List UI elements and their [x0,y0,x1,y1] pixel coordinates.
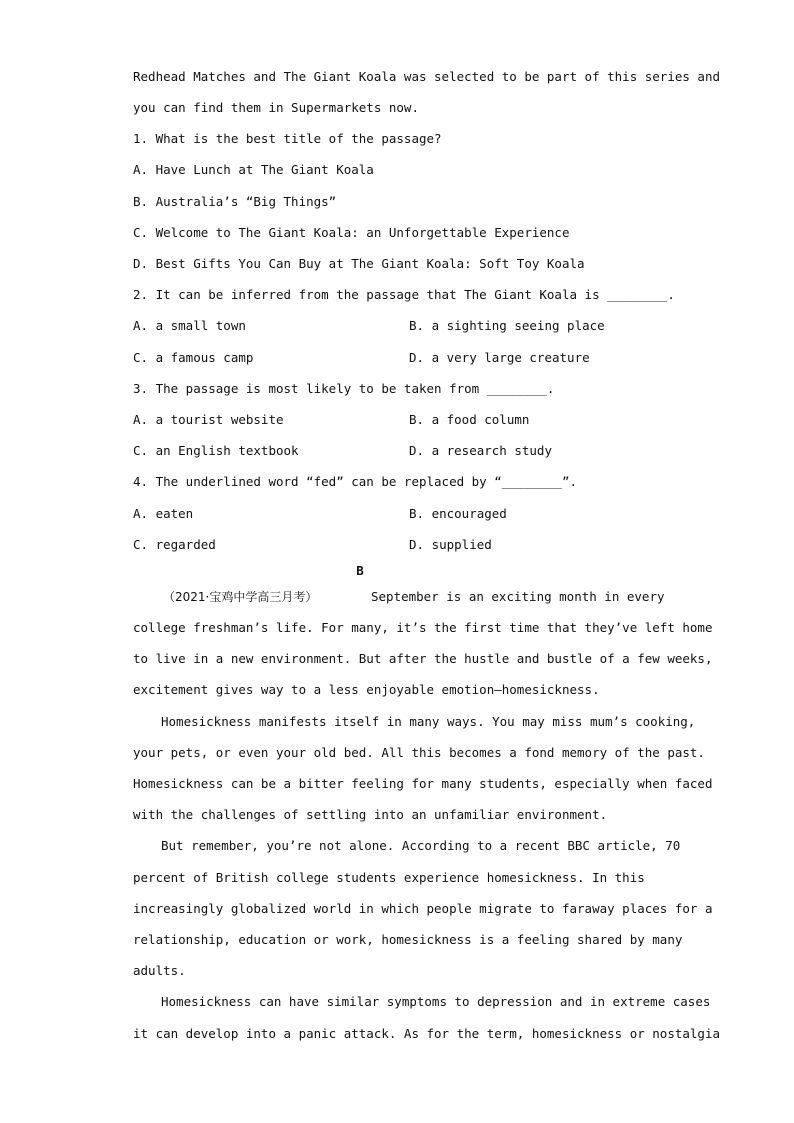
question-3-option-c: C. an English textbook [133,443,299,458]
question-2-option-d: D. a very large creature [409,350,590,365]
question-1-option-a: A. Have Lunch at The Giant Koala [133,162,374,177]
question-3-option-d: D. a research study [409,443,552,458]
question-2-option-c: C. a famous camp [133,350,254,365]
question-1-option-d: D. Best Gifts You Can Buy at The Giant Koala: Soft Toy Koala [133,256,585,271]
question-4-option-a: A. eaten [133,506,194,521]
question-4-option-c: C. regarded [133,537,216,552]
question-4-option-d: D. supplied [409,537,492,552]
passage-text-line: relationship, education or work, homesickness is a feeling shared by many [133,932,683,947]
source-note: （2021·宝鸡中学高三月考） [163,590,318,604]
passage-text-line: to live in a new environment. But after the hustle and bustle of a few weeks, [133,651,713,666]
question-1-option-c: C. Welcome to The Giant Koala: an Unforgettable Experience [133,225,570,240]
question-2-option-b: B. a sighting seeing place [409,318,605,333]
question-3-stem: 3. The passage is most likely to be taken from ________. [133,381,555,396]
passage-text-line: Homesickness can be a bitter feeling for many students, especially when faced [133,776,713,791]
question-3-option-b: B. a food column [409,412,530,427]
passage-text-line: Redhead Matches and The Giant Koala was selected to be part of this series and [133,69,720,84]
passage-text-line: But remember, you’re not alone. According to a recent BBC article, 70 [161,838,681,853]
question-4-option-b: B. encouraged [409,506,507,521]
question-2-stem: 2. It can be inferred from the passage that The Giant Koala is ________. [133,287,675,302]
section-heading: B [356,563,364,578]
passage-text-line: excitement gives way to a less enjoyable emotion—homesickness. [133,682,600,697]
passage-text-line: Homesickness manifests itself in many ways. You may miss mum’s cooking, [161,714,696,729]
question-2-option-a: A. a small town [133,318,246,333]
question-1-stem: 1. What is the best title of the passage? [133,131,442,146]
passage-text-line: Homesickness can have similar symptoms to depression and in extreme cases [161,994,711,1009]
passage-text-line: it can develop into a panic attack. As for the term, homesickness or nostalgia [133,1026,720,1041]
question-4-stem: 4. The underlined word “fed” can be replaced by “________”. [133,474,578,489]
passage-text-line: percent of British college students experience homesickness. In this [133,870,645,885]
passage-text-line: you can find them in Supermarkets now. [133,100,419,115]
passage-text-line: September is an exciting month in every [371,589,665,604]
passage-text-line: your pets, or even your old bed. All this becomes a fond memory of the past. [133,745,705,760]
question-1-option-b: B. Australia’s “Big Things” [133,194,337,209]
passage-text-line: with the challenges of settling into an unfamiliar environment. [133,807,608,822]
question-3-option-a: A. a tourist website [133,412,284,427]
passage-text-line: college freshman’s life. For many, it’s the first time that they’ve left home [133,620,713,635]
passage-text-line: adults. [133,963,186,978]
passage-text-line: increasingly globalized world in which people migrate to faraway places for a [133,901,713,916]
